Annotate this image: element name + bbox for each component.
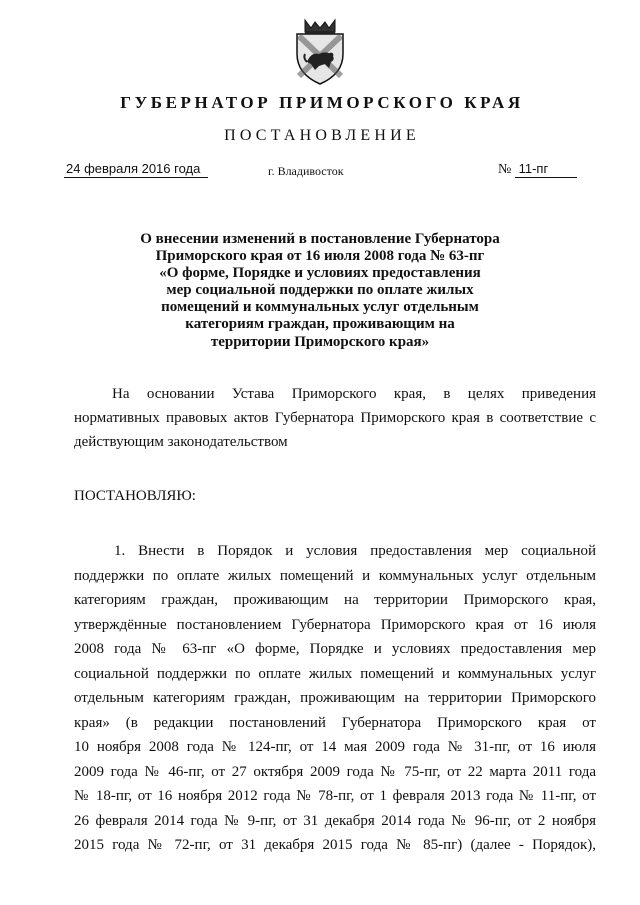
item-1-paragraph [74,539,596,858]
title-line: Приморского края от 16 июля 2008 года № 63-пг [155,248,485,265]
item-1-line: № 18-пг, от 16 ноября 2012 года № 78-пг, от 1 февраля 2013 года № 11-пг, от [74,788,596,804]
item-1-line: категориям граждан, проживающим на территории Приморского края, [74,592,596,608]
document-type: ПОСТАНОВЛЕНИЕ [224,127,420,144]
title-line: помещений и коммунальных услуг отдельным [161,299,479,316]
issuing-authority: ГУБЕРНАТОР ПРИМОРСКОГО КРАЯ [120,93,524,112]
preamble-paragraph [74,382,596,454]
item-1-line: 2008 года № 63-пг «О форме, Порядке и условиях предоставления мер [74,641,596,657]
item-1-line: 2009 года № 46-пг, от 27 октября 2009 года № 75-пг, от 22 марта 2011 года [74,763,596,780]
item-1-line: социальной поддержки по оплате жилых помещений и коммунальных услуг [74,665,596,682]
item-1-line: 1. Внести в Порядок и условия предоставления мер социальной [114,543,596,559]
item-1-line: 2015 года № 72-пг, от 31 декабря 2015 года № 85-пг) (далее - Порядок), [74,837,596,853]
number-sign: № [498,162,512,177]
item-1-line: края» (в редакции постановлений Губернатора Приморского края от [74,714,596,731]
item-1-line: утверждённые постановлением Губернатора Приморского края от 16 июля [74,616,596,633]
document-number-field [498,161,577,178]
preamble-line: На основании Устава Приморского края, в целях приведения [112,386,596,402]
item-1-line: 10 ноября 2008 года № 124-пг, от 14 мая 2009 года № 31-пг, от 16 июля [74,739,596,755]
preamble-line: действующим законодательством [74,434,288,450]
document-date: 24 февраля 2016 года [64,161,208,178]
coat-of-arms-icon [289,14,351,86]
resolve-heading: ПОСТАНОВЛЯЮ: [74,488,196,504]
document-city: г. Владивосток [268,164,344,178]
document-title [120,231,520,351]
item-1-line: 26 февраля 2014 года № 9-пг, от 31 декабря 2014 года № 96-пг, от 2 ноября [74,812,596,829]
title-line: «О форме, Порядке и условиях предоставления [159,265,481,282]
title-line: категориям граждан, проживающим на [185,316,455,333]
document-number: 11-пг [515,161,577,178]
item-1-line: отдельным категориям граждан, проживающим на территории Приморского [74,690,596,706]
preamble-line: нормативных правовых актов Губернатора Приморского края в соответствие с [74,410,596,426]
title-line: территории Приморского края» [210,333,430,350]
title-line: мер социальной поддержки по оплате жилых [166,282,474,299]
title-line: О внесении изменений в постановление Губернатора [140,231,500,247]
item-1-line: поддержки по оплате жилых помещений и коммунальных услуг отдельным [74,567,596,584]
